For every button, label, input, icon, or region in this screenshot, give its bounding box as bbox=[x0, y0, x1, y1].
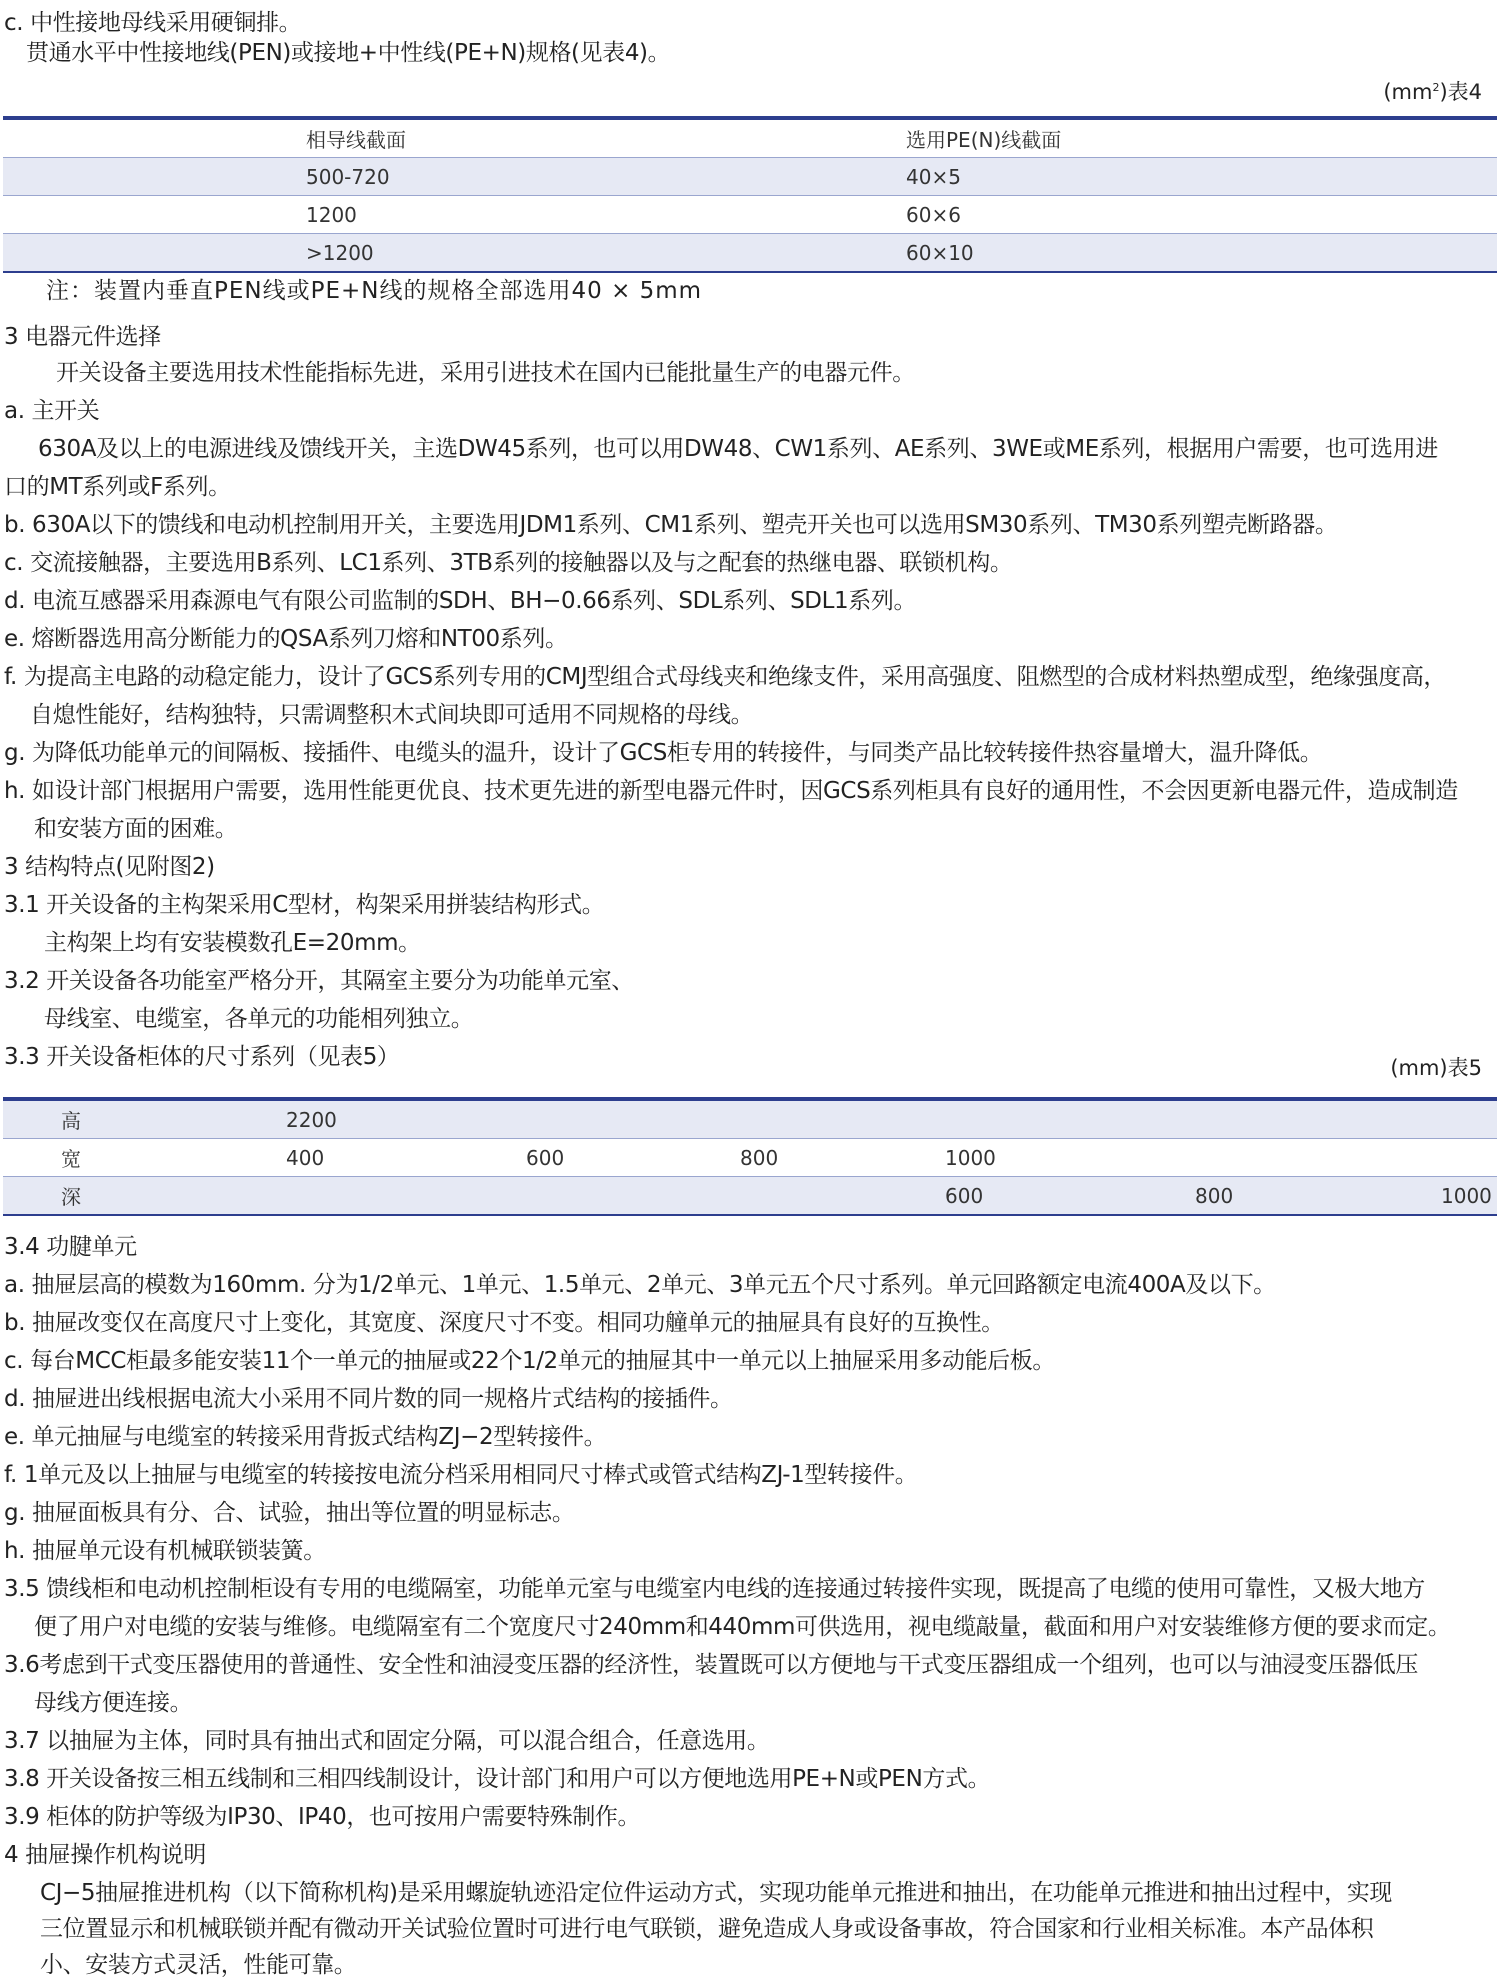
table-cell: 400 bbox=[211, 1139, 446, 1177]
paragraph: 便了用户对电缆的安装与维修。电缆隔室有二个宽度尺寸240mm和440mm可供选用，视电缆敲量，截面和用户对安装维修方便的要求而定。 bbox=[34, 1614, 1451, 1640]
list-item: g. 抽屉面板具有分、合、试验，抽出等位置的明显标志。 bbox=[4, 1500, 575, 1526]
list-item: f. 1单元及以上抽屉与电缆室的转接按电流分档采用相同尺寸棒式或管式结构ZJ-1型转接件。 bbox=[4, 1462, 918, 1488]
table-cell: 600 bbox=[446, 1139, 656, 1177]
table-cell: 800 bbox=[656, 1139, 870, 1177]
table-cell bbox=[1115, 1099, 1355, 1139]
paragraph: 3.8 开关设备按三相五线制和三相四线制设计，设计部门和用户可以方便地选用PE+N或PEN方式。 bbox=[4, 1766, 991, 1792]
paragraph: 3.7 以抽屉为主体，同时具有抽出式和固定分隔，可以混合组合，任意选用。 bbox=[4, 1728, 770, 1754]
table-row bbox=[3, 158, 1497, 196]
paragraph: 3.1 开关设备的主构架采用C型材，构架采用拼装结构形式。 bbox=[4, 892, 605, 918]
list-item: b. 抽屉改变仅在高度尺寸上变化，其宽度、深度尺寸不变。相同功艟单元的抽屉具有良好的互换性。 bbox=[4, 1310, 1004, 1336]
table-cell bbox=[211, 1177, 446, 1216]
table-row bbox=[3, 1177, 1497, 1216]
list-item: h. 抽屉单元设有机械联锁装簧。 bbox=[4, 1538, 326, 1564]
paragraph: 口的MT系列或F系列。 bbox=[4, 474, 231, 500]
paragraph: 小、安装方式灵活，性能可靠。 bbox=[40, 1952, 357, 1978]
table-row bbox=[3, 1139, 1497, 1177]
row-label-width: 宽 bbox=[3, 1139, 211, 1177]
table-cell bbox=[446, 1099, 656, 1139]
table-header-row bbox=[3, 118, 1497, 158]
list-item: e. 单元抽屉与电缆室的转接采用背扳式结构ZJ−2型转接件。 bbox=[4, 1424, 607, 1450]
paragraph: 3.9 柜体的防护等级为IP30、IP40，也可按用户需要特殊制作。 bbox=[4, 1804, 641, 1830]
table-cell bbox=[870, 1099, 1115, 1139]
table-cell bbox=[656, 1177, 870, 1216]
paragraph: CJ−5抽屉推进机构（以下简称机构)是采用螺旋轨迹沿定位件运动方式，实现功能单元推进和抽出，在功能单元推进和抽出过程中，实现 bbox=[40, 1880, 1392, 1906]
table-row bbox=[3, 234, 1497, 273]
table5 bbox=[3, 1097, 1497, 1216]
table-cell: 60×6 bbox=[906, 196, 1497, 234]
table-cell: 1200 bbox=[3, 196, 906, 234]
table4-unit: $(mm^2)$表4 bbox=[1383, 80, 1482, 104]
table-cell: >1200 bbox=[3, 234, 906, 273]
section-title: 4 抽屉操作机构说明 bbox=[4, 1842, 206, 1868]
table-cell: 60×10 bbox=[906, 234, 1497, 273]
table-cell bbox=[1355, 1099, 1497, 1139]
header-pe-section: 选用PE(N)线截面 bbox=[906, 118, 1497, 158]
paragraph: 630A及以上的电源进线及馈线开关，主选DW45系列，也可以用DW48、CW1系列、AE系列、3WE或ME系列，根据用户需要，也可选用进 bbox=[38, 436, 1438, 462]
table-row bbox=[3, 1099, 1497, 1139]
row-label-depth: 深 bbox=[3, 1177, 211, 1216]
table-cell bbox=[446, 1177, 656, 1216]
table-cell bbox=[1115, 1139, 1355, 1177]
list-item: e. 熔断器选用高分断能力的QSA系列刀熔和NT00系列。 bbox=[4, 626, 568, 652]
table-row bbox=[3, 196, 1497, 234]
section-title: 3 电器元件选择 bbox=[4, 324, 161, 350]
paragraph: 3.2 开关设备各功能室严格分开，其隔室主要分为功能单元室、 bbox=[4, 968, 634, 994]
paragraph: 母线室、电缆室，各单元的功能相列独立。 bbox=[44, 1006, 474, 1032]
list-item: a. 主开关 bbox=[4, 398, 100, 424]
paragraph: 主构架上均有安装模数孔E=20mm。 bbox=[44, 930, 421, 956]
list-item: d. 抽屉进出线根据电流大小采用不同片数的同一规格片式结构的接插件。 bbox=[4, 1386, 733, 1412]
list-item: a. 抽屉层高的模数为160mm. 分为1/2单元、1单元、1.5单元、2单元、3单元五个尺寸系列。单元回路额定电流400A及以下。 bbox=[4, 1272, 1276, 1298]
table-cell bbox=[1355, 1139, 1497, 1177]
list-item: 自熄性能好，结构独特，只需调整积木式间块即可适用不同规格的母线。 bbox=[30, 702, 754, 728]
list-item: d. 电流互感器采用森源电气有限公司监制的SDH、BH−0.66系列、SDL系列、SDL1系列。 bbox=[4, 588, 917, 614]
table-cell: 1000 bbox=[1355, 1177, 1497, 1216]
table-cell: 2200 bbox=[211, 1099, 446, 1139]
neutral-busbar-line: c. 中性接地母线采用硬铜排。 bbox=[4, 10, 302, 36]
table5-unit: (mm)表5 bbox=[1390, 1056, 1482, 1080]
list-item: g. 为降低功能单元的间隔板、接插件、电缆头的温升，设计了GCS柜专用的转接件，与同类产品比较转接件热容量增大，温升降低。 bbox=[4, 740, 1323, 766]
list-item: b. 630A以下的馈线和电动机控制用开关，主要选用JDM1系列、CM1系列、塑壳开关也可以选用SM30系列、TM30系列塑壳断路器。 bbox=[4, 512, 1338, 538]
list-item: f. 为提高主电路的动稳定能力，设计了GCS系列专用的CMJ型组合式母线夹和绝缘支件，采用高强度、阻燃型的合成材料热塑成型，绝缘强度高， bbox=[4, 664, 1447, 690]
table-cell: 40×5 bbox=[906, 158, 1497, 196]
list-item: c. 每台MCC柜最多能安装11个一单元的抽屉或22个1/2单元的抽屉其中一单元以上抽屉采用多动能后板。 bbox=[4, 1348, 1055, 1374]
header-phase-section: 相导线截面 bbox=[3, 118, 906, 158]
row-label-height: 高 bbox=[3, 1099, 211, 1139]
paragraph: 3.6考虑到干式变压器使用的普通性、安全性和油浸变压器的经济性，装置既可以方便地与干式变压器组成一个组列，也可以与油浸变压器低压 bbox=[4, 1652, 1418, 1678]
table4-note: 注：装置内垂直PEN线或PE+N线的规格全部选用40 × 5mm bbox=[46, 278, 703, 304]
paragraph: 3.3 开关设备柜体的尺寸系列（见表5） bbox=[4, 1044, 400, 1070]
table-cell: 1000 bbox=[870, 1139, 1115, 1177]
list-item: c. 交流接触器，主要选用B系列、LC1系列、3TB系列的接触器以及与之配套的热继电器、联锁机构。 bbox=[4, 550, 1013, 576]
section-title: 3 结构特点(见附图2) bbox=[4, 854, 215, 880]
paragraph: 母线方便连接。 bbox=[34, 1690, 193, 1716]
table-cell: 800 bbox=[1115, 1177, 1355, 1216]
table-cell: 500-720 bbox=[3, 158, 906, 196]
table-cell: 600 bbox=[870, 1177, 1115, 1216]
list-item: h. 如设计部门根据用户需要，选用性能更优良、技术更先进的新型电器元件时，因GCS系列柜具有良好的通用性，不会因更新电器元件，造成制造 bbox=[4, 778, 1458, 804]
pen-spec-line: 贯通水平中性接地线(PEN)或接地+中性线(PE+N)规格(见表4)。 bbox=[26, 40, 671, 66]
section-title: 3.4 功腱单元 bbox=[4, 1234, 137, 1260]
paragraph: 开关设备主要选用技术性能指标先进，采用引进技术在国内已能批量生产的电器元件。 bbox=[56, 360, 915, 386]
table4 bbox=[3, 116, 1497, 273]
paragraph: 3.5 馈线柜和电动机控制柜设有专用的电缆隔室，功能单元室与电缆室内电线的连接通过转接件实现，既提高了电缆的使用可靠性，又极大地方 bbox=[4, 1576, 1425, 1602]
list-item: 和安装方面的困难。 bbox=[34, 816, 238, 842]
paragraph: 三位置显示和机械联锁并配有微动开关试验位置时可进行电气联锁，避免造成人身或设备事故，符合国家和行业相关标准。本产品体积 bbox=[40, 1916, 1374, 1942]
table-cell bbox=[656, 1099, 870, 1139]
